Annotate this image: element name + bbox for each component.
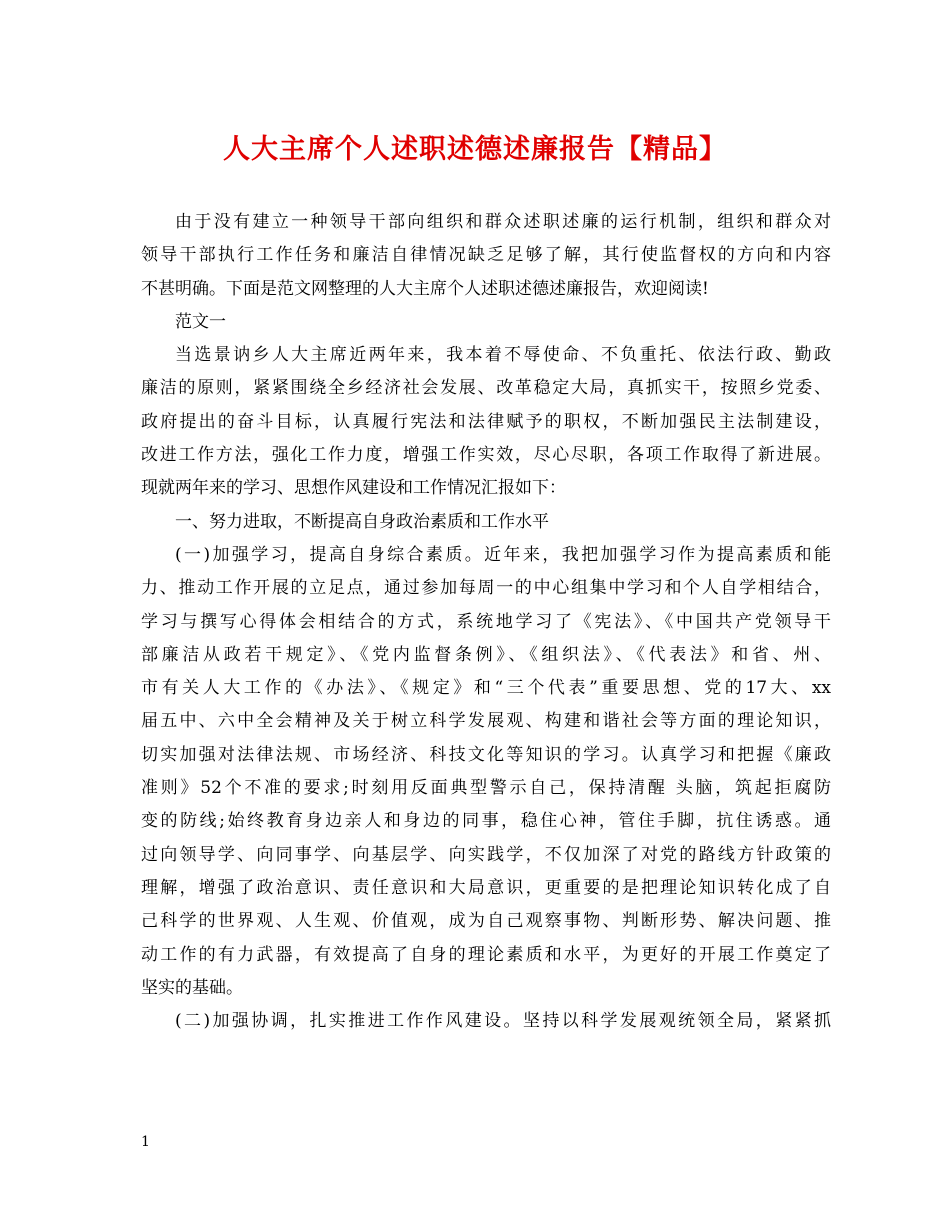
document-title: 人大主席个人述职述德述廉报告【精品】 bbox=[223, 134, 727, 165]
text-line: 己科学的世界观、人生观、价值观，成为自己观察事物、判断形势、解决问题、推 bbox=[141, 911, 831, 932]
text-line: 动工作的有力武器，有效提高了自身的理论素质和水平，为更好的开展工作奠定了 bbox=[141, 944, 831, 965]
text-line: 理解，增强了政治意识、责任意识和大局意识，更重要的是把理论知识转化成了自 bbox=[141, 877, 831, 898]
text-line: 改进工作方法，强化工作力度，增强工作实效，尽心尽职，各项工作取得了新进展。 bbox=[141, 445, 831, 466]
document-body bbox=[141, 206, 831, 1038]
page-number: 1 bbox=[141, 1134, 150, 1150]
text-line: 领导干部执行工作任务和廉洁自律情况缺乏足够了解，其行使监督权的方向和内容 bbox=[141, 245, 831, 266]
text-line: 力、推动工作开展的立足点，通过参加每周一的中心组集中学习和个人自学相结合， bbox=[141, 578, 831, 599]
text-line: 坚实的基础。 bbox=[141, 977, 243, 998]
text-line: 变的防线;始终教育身边亲人和身边的同事，稳住心神，管住手脚，抗住诱惑。通 bbox=[141, 811, 831, 832]
text-line: 当选景讷乡人大主席近两年来，我本着不辱使命、不负重托、依法行政、勤政 bbox=[175, 345, 831, 366]
text-line: 部廉洁从政若干规定》、《党内监督条例》、《组织法》、《代表法》和省、州、 bbox=[141, 644, 831, 665]
text-line: 范文一 bbox=[175, 311, 226, 332]
text-line: 现就两年来的学习、思想作风建设和工作情况汇报如下： bbox=[141, 478, 566, 499]
text-line: 由于没有建立一种领导干部向组织和群众述职述廉的运行机制，组织和群众对 bbox=[175, 212, 831, 232]
text-line: 市有关人大工作的《办法》、《规定》和“三个代表”重要思想、党的17大、xx bbox=[141, 678, 831, 699]
text-line: 切实加强对法律法规、市场经济、科技文化等知识的学习。认真学习和把握《廉政 bbox=[141, 744, 831, 765]
text-line: 届五中、六中全会精神及关于树立科学发展观、构建和谐社会等方面的理论知识， bbox=[141, 711, 831, 732]
text-line: 政府提出的奋斗目标，认真履行宪法和法律赋予的职权，不断加强民主法制建设， bbox=[141, 411, 831, 432]
text-line: 不甚明确。下面是范文网整理的人大主席个人述职述德述廉报告，欢迎阅读! bbox=[141, 278, 709, 299]
text-line: 学习与撰写心得体会相结合的方式，系统地学习了《宪法》、《中国共产党领导干 bbox=[141, 611, 831, 632]
text-line: 过向领导学、向同事学、向基层学、向实践学，不仅加深了对党的路线方针政策的 bbox=[141, 844, 831, 865]
text-line: 廉洁的原则，紧紧围绕全乡经济社会发展、改革稳定大局，真抓实干，按照乡党委、 bbox=[141, 378, 831, 399]
text-line: 一、努力进取，不断提高自身政治素质和工作水平 bbox=[175, 511, 549, 532]
text-line: 准则》52个不准的要求;时刻用反面典型警示自己，保持清醒 头脑，筑起拒腐防 bbox=[141, 778, 831, 799]
text-line: (二)加强协调，扎实推进工作作风建设。坚持以科学发展观统领全局，紧紧抓 bbox=[175, 1011, 831, 1032]
text-line: (一)加强学习，提高自身综合素质。近年来，我把加强学习作为提高素质和能 bbox=[175, 544, 831, 565]
